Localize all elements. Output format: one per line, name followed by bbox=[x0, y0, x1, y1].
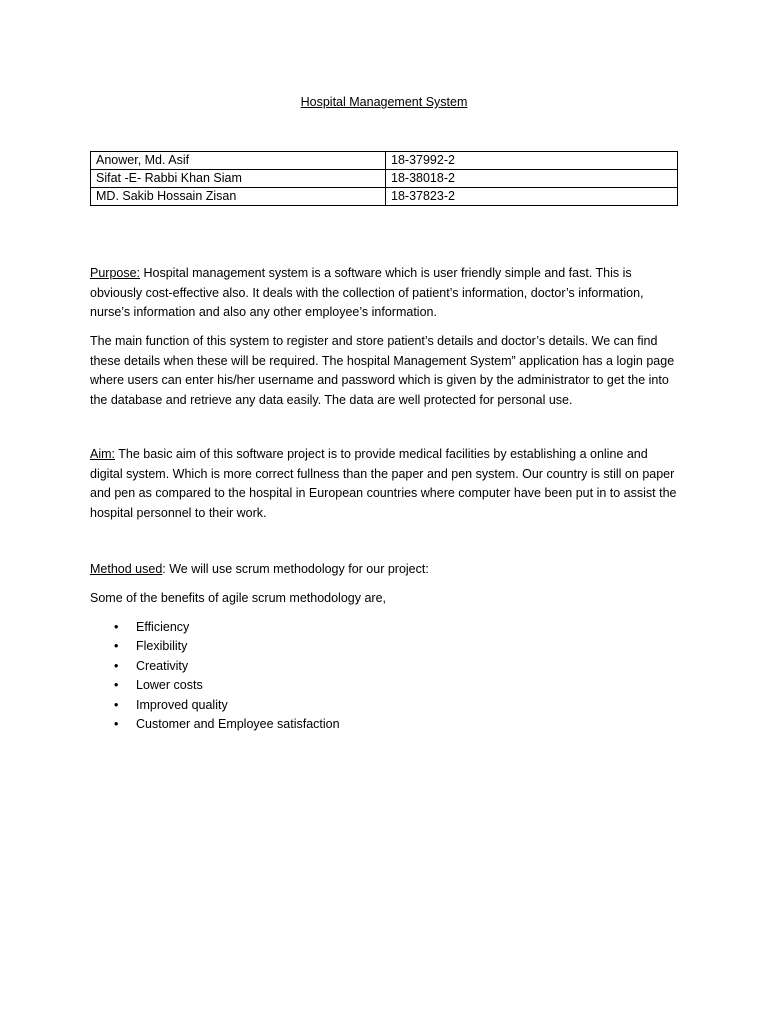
bullet-icon: • bbox=[114, 678, 119, 693]
table-row bbox=[91, 188, 678, 206]
bullet-icon: • bbox=[114, 697, 119, 712]
aim-label: Aim: bbox=[90, 447, 115, 461]
aim-text: The basic aim of this software project is to provide medical facilities by establishing a online and digital system. Which is more correct fullness than the paper and pen system. Our country is still on paper and pen as compared to the hospital in European countries where computer have been put in to assist the hospital personnel to their work. bbox=[90, 447, 677, 520]
bullet-icon: • bbox=[114, 639, 119, 654]
method-section bbox=[90, 560, 680, 580]
purpose-label: Purpose: bbox=[90, 266, 141, 280]
bullet-icon: • bbox=[114, 658, 119, 673]
table-row bbox=[91, 170, 678, 188]
method-label: Method used bbox=[90, 562, 163, 576]
aim-paragraph bbox=[90, 445, 680, 523]
bullet-icon: • bbox=[114, 620, 119, 634]
benefits-intro: Some of the benefits of agile scrum methodology are, bbox=[90, 591, 386, 605]
main-function-paragraph: The main function of this system to register and store patient’s details and doctor’s details. We can find these details when these will be required. The hospital Management System” application has a login page where users can enter his/her username and password which is given by the administrator to get the into the database and retrieve any data easily. The data are well protected for personal use. bbox=[90, 334, 675, 407]
list-item-text: Flexibility bbox=[136, 639, 188, 654]
member-name: Sifat -E- Rabbi Khan Siam bbox=[91, 170, 386, 188]
main-function-section bbox=[90, 332, 680, 410]
member-name: MD. Sakib Hossain Zisan bbox=[91, 188, 386, 206]
list-item bbox=[90, 715, 340, 734]
purpose-paragraph bbox=[90, 264, 680, 323]
list-item bbox=[90, 657, 340, 676]
list-item bbox=[90, 696, 340, 715]
member-id: 18-38018-2 bbox=[386, 170, 678, 188]
list-item-text: Improved quality bbox=[136, 697, 228, 712]
list-item bbox=[90, 618, 340, 637]
list-item-text: Creativity bbox=[136, 658, 189, 673]
list-item-text: Customer and Employee satisfaction bbox=[136, 717, 340, 732]
table-row bbox=[91, 152, 678, 170]
method-paragraph bbox=[90, 560, 680, 580]
purpose-text: Hospital management system is a software which is user friendly simple and fast. This is obviously cost-effective also. It deals with the collection of patient’s information, doctor’s information, nurse’s information and also any other employee’s information. bbox=[90, 266, 644, 320]
list-item-text: Lower costs bbox=[136, 678, 203, 693]
document-title: Hospital Management System bbox=[300, 95, 468, 109]
member-id: 18-37992-2 bbox=[386, 152, 678, 170]
list-item-text: Efficiency bbox=[136, 620, 190, 634]
bullet-icon: • bbox=[114, 717, 119, 732]
method-text: : We will use scrum methodology for our project: bbox=[162, 562, 429, 576]
benefits-list bbox=[90, 618, 340, 734]
aim-section bbox=[90, 445, 680, 523]
members-table bbox=[90, 151, 678, 206]
member-id: 18-37823-2 bbox=[386, 188, 678, 206]
list-item bbox=[90, 637, 340, 656]
member-name: Anower, Md. Asif bbox=[91, 152, 386, 170]
list-item bbox=[90, 676, 340, 695]
purpose-section bbox=[90, 264, 680, 323]
benefits-intro-section bbox=[90, 589, 680, 609]
